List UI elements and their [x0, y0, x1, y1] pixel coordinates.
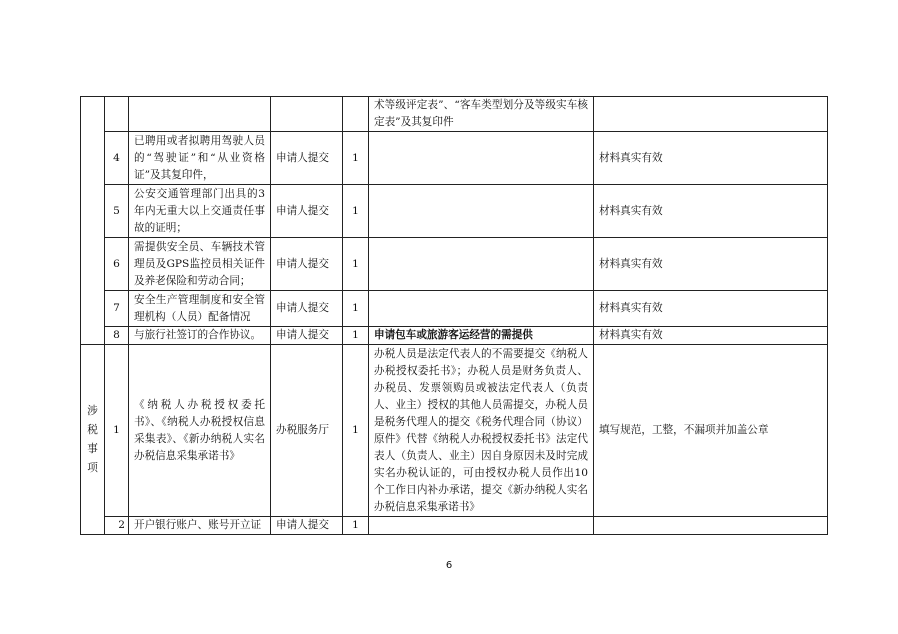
row-number: 7: [105, 291, 129, 327]
source-cell: 申请人提交: [271, 327, 343, 345]
material-cell: 与旅行社签订的合作协议。: [129, 327, 271, 345]
material-cell: [129, 97, 271, 132]
table-row: [81, 185, 828, 238]
materials-table: [80, 96, 828, 535]
requirement-cell: 材料真实有效: [594, 185, 828, 238]
source-cell: 申请人提交: [271, 238, 343, 291]
material-cell: 安全生产管理制度和安全管理机构（人员）配备情况: [129, 291, 271, 327]
source-cell: 申请人提交: [271, 132, 343, 185]
note-cell: [369, 238, 594, 291]
table-row: [81, 132, 828, 185]
source-cell: 办税服务厅: [271, 345, 343, 517]
requirement-cell: 材料真实有效: [594, 238, 828, 291]
row-number: 6: [105, 238, 129, 291]
row-number: 1: [105, 345, 129, 517]
requirement-cell: 材料真实有效: [594, 327, 828, 345]
table-row: [81, 345, 828, 517]
category-cell: [81, 97, 105, 345]
note-cell: [369, 291, 594, 327]
source-cell: 申请人提交: [271, 291, 343, 327]
note-cell: 申请包车或旅游客运经营的需提供: [369, 327, 594, 345]
note-cell: 术等级评定表”、“客车类型划分及等级实车核定表”及其复印件: [369, 97, 594, 132]
row-number: [105, 97, 129, 132]
count-cell: 1: [343, 132, 369, 185]
material-cell: 已聘用或者拟聘用驾驶人员的“驾驶证”和“从业资格证”及其复印件，: [129, 132, 271, 185]
source-cell: 申请人提交: [271, 185, 343, 238]
category-label: 涉税事项: [87, 404, 98, 474]
count-cell: 1: [343, 345, 369, 517]
count-cell: 1: [343, 238, 369, 291]
source-cell: 申请人提交: [271, 517, 343, 535]
material-cell: 公安交通管理部门出具的3年内无重大以上交通责任事故的证明；: [129, 185, 271, 238]
material-cell: 需提供安全员、车辆技术管理员及GPS监控员相关证件及养老保险和劳动合同；: [129, 238, 271, 291]
count-cell: 1: [343, 327, 369, 345]
note-cell: [369, 185, 594, 238]
requirement-cell: [594, 517, 828, 535]
table-row: [81, 327, 828, 345]
row-number: 5: [105, 185, 129, 238]
table-row: [81, 238, 828, 291]
row-number: 2: [105, 517, 129, 535]
row-number: 4: [105, 132, 129, 185]
material-cell: 《纳税人办税授权委托书》、《纳税人办税授权信息采集表》、《新办纳税人实名办税信息采集承诺书》: [129, 345, 271, 517]
note-cell: [369, 132, 594, 185]
count-cell: 1: [343, 185, 369, 238]
count-cell: [343, 97, 369, 132]
requirement-cell: 材料真实有效: [594, 291, 828, 327]
table-row: [81, 97, 828, 132]
requirement-cell: 材料真实有效: [594, 132, 828, 185]
row-number: 8: [105, 327, 129, 345]
count-cell: 1: [343, 517, 369, 535]
table-row: [81, 517, 828, 535]
category-cell: [81, 345, 105, 535]
requirement-cell: 填写规范，工整，不漏项并加盖公章: [594, 345, 828, 517]
material-cell: 开户银行账户、账号开立证: [129, 517, 271, 535]
page-number: 6: [445, 560, 453, 571]
table-row: [81, 291, 828, 327]
requirement-cell: [594, 97, 828, 132]
source-cell: [271, 97, 343, 132]
note-cell: 办税人员是法定代表人的不需要提交《纳税人办税授权委托书》；办税人员是财务负责人、办税员、发票领购员或被法定代表人（负责人、业主）授权的其他人员需提交，办税人员是税务代理人的提交《税务代理合同（协议）原件》代替《纳税人办税授权委托书》法定代表人（负责人、业主）因自身原因未及时完成实名办税认证的，可由授权办税人员作出10个工作日内补办承诺，提交《新办纳税人实名办税信息采集承诺书》: [369, 345, 594, 517]
count-cell: 1: [343, 291, 369, 327]
note-cell: [369, 517, 594, 535]
